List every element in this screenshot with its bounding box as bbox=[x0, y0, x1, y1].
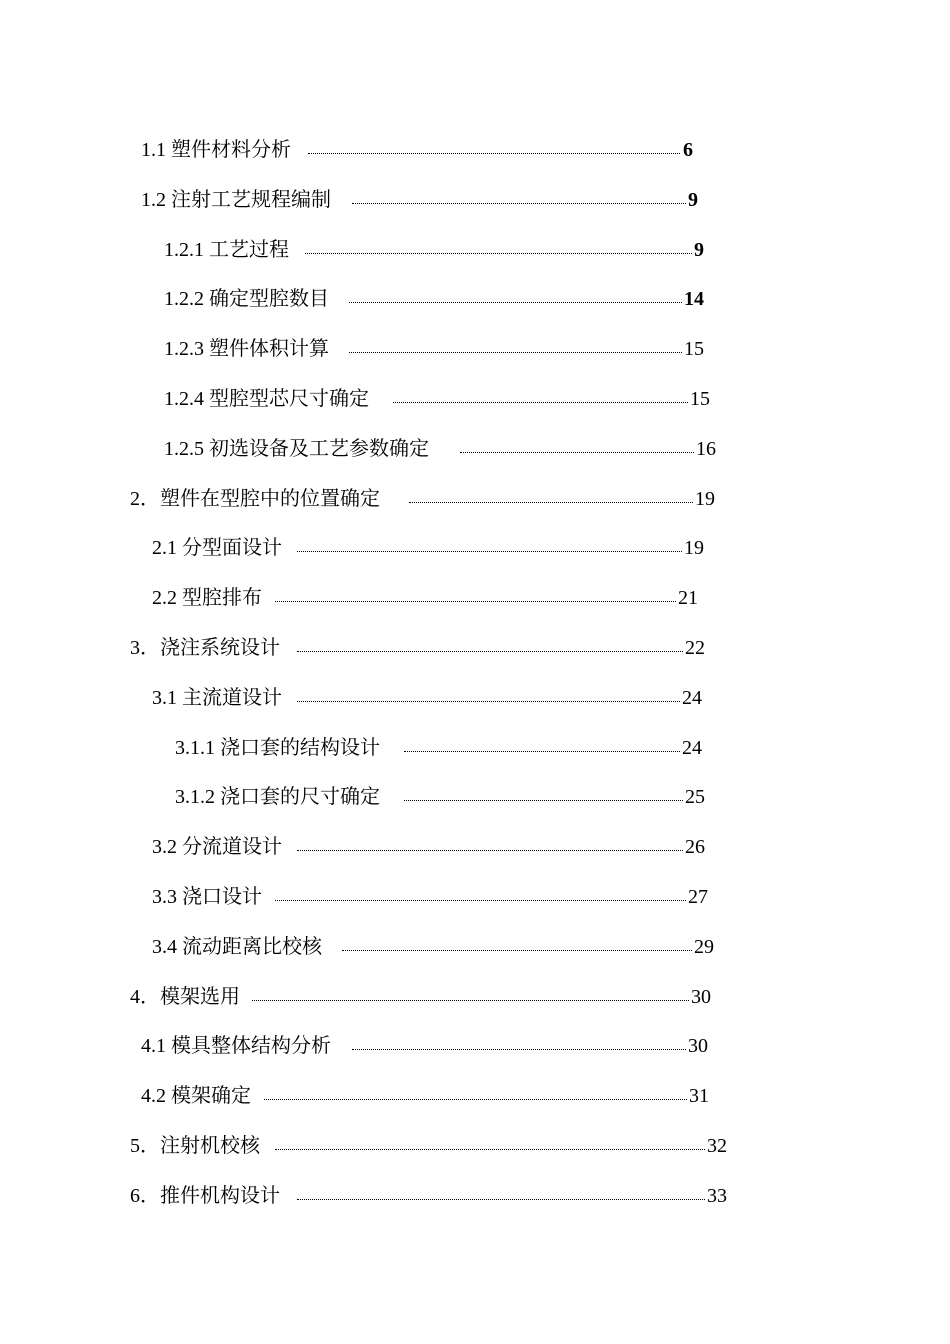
toc-page-number: 24 bbox=[682, 736, 702, 759]
toc-entry-label: 1.2.2 确定型腔数目 bbox=[164, 288, 329, 311]
dot-leader bbox=[342, 950, 692, 951]
toc-entry-label: 2．塑件在型腔中的位置确定 bbox=[130, 487, 380, 510]
toc-entry-label: 3．浇注系统设计 bbox=[130, 636, 280, 659]
table-of-contents bbox=[0, 125, 950, 1221]
toc-entry[interactable] bbox=[0, 723, 950, 773]
dot-leader bbox=[252, 1000, 689, 1001]
toc-entry-label: 4.2 模架确定 bbox=[141, 1085, 251, 1108]
toc-entry-label: 3.4 流动距离比校核 bbox=[152, 935, 322, 958]
toc-entry[interactable] bbox=[0, 972, 950, 1022]
toc-entry[interactable] bbox=[0, 374, 950, 424]
dot-leader bbox=[275, 1149, 705, 1150]
toc-page-number: 16 bbox=[696, 437, 716, 460]
toc-page-number: 30 bbox=[691, 985, 711, 1008]
dot-leader bbox=[460, 452, 694, 453]
dot-leader bbox=[349, 302, 682, 303]
toc-entry-label: 6．推件机构设计 bbox=[130, 1184, 280, 1207]
toc-entry[interactable] bbox=[0, 1021, 950, 1071]
toc-page-number: 14 bbox=[684, 288, 704, 311]
dot-leader bbox=[297, 1199, 705, 1200]
toc-page-number: 26 bbox=[685, 836, 705, 859]
toc-entry[interactable] bbox=[0, 424, 950, 474]
toc-entry-label: 1.2.1 工艺过程 bbox=[164, 238, 289, 261]
toc-entry-label: 5．注射机校核 bbox=[130, 1134, 260, 1157]
toc-page-number: 30 bbox=[688, 1035, 708, 1058]
toc-entry-label: 1.2 注射工艺规程编制 bbox=[141, 188, 331, 211]
toc-page-number: 25 bbox=[685, 786, 705, 809]
toc-entry[interactable] bbox=[0, 673, 950, 723]
toc-entry-label: 3.1 主流道设计 bbox=[152, 686, 282, 709]
dot-leader bbox=[297, 850, 683, 851]
toc-entry[interactable] bbox=[0, 125, 950, 175]
dot-leader bbox=[264, 1099, 687, 1100]
toc-entry-label: 1.2.4 型腔型芯尺寸确定 bbox=[164, 387, 369, 410]
toc-entry-label: 1.2.5 初选设备及工艺参数确定 bbox=[164, 437, 429, 460]
toc-entry-label: 4．模架选用 bbox=[130, 985, 240, 1008]
toc-entry[interactable] bbox=[0, 523, 950, 573]
toc-entry[interactable] bbox=[0, 573, 950, 623]
toc-entry[interactable] bbox=[0, 623, 950, 673]
toc-page-number: 15 bbox=[690, 387, 710, 410]
toc-entry[interactable] bbox=[0, 225, 950, 275]
toc-entry-label: 1.2.3 塑件体积计算 bbox=[164, 338, 329, 361]
toc-entry[interactable] bbox=[0, 175, 950, 225]
toc-page-number: 22 bbox=[685, 636, 705, 659]
dot-leader bbox=[409, 502, 693, 503]
dot-leader bbox=[297, 701, 680, 702]
toc-entry-label: 3.1.1 浇口套的结构设计 bbox=[175, 736, 380, 759]
toc-page-number: 29 bbox=[694, 935, 714, 958]
toc-page-number: 21 bbox=[678, 587, 698, 610]
toc-entry-label: 3.3 浇口设计 bbox=[152, 885, 262, 908]
toc-page-number: 31 bbox=[689, 1085, 709, 1108]
toc-page-number: 15 bbox=[684, 338, 704, 361]
dot-leader bbox=[305, 253, 692, 254]
toc-entry-label: 3.2 分流道设计 bbox=[152, 836, 282, 859]
toc-entry[interactable] bbox=[0, 1121, 950, 1171]
toc-entry[interactable] bbox=[0, 772, 950, 822]
toc-entry[interactable] bbox=[0, 324, 950, 374]
toc-page-number: 9 bbox=[694, 238, 704, 261]
toc-page-number: 6 bbox=[683, 139, 693, 161]
toc-page-number: 19 bbox=[684, 537, 704, 560]
dot-leader bbox=[404, 800, 683, 801]
toc-entry[interactable] bbox=[0, 822, 950, 872]
dot-leader bbox=[404, 751, 680, 752]
dot-leader bbox=[297, 551, 682, 552]
toc-entry[interactable] bbox=[0, 872, 950, 922]
toc-entry[interactable] bbox=[0, 1071, 950, 1121]
toc-entry-label: 4.1 模具整体结构分析 bbox=[141, 1035, 331, 1058]
toc-entry[interactable] bbox=[0, 274, 950, 324]
toc-entry-label: 2.2 型腔排布 bbox=[152, 587, 262, 610]
toc-page-number: 9 bbox=[688, 188, 698, 211]
toc-entry[interactable] bbox=[0, 1171, 950, 1221]
toc-entry[interactable] bbox=[0, 474, 950, 524]
dot-leader bbox=[349, 352, 682, 353]
dot-leader bbox=[352, 203, 686, 204]
dot-leader bbox=[275, 601, 676, 602]
dot-leader bbox=[393, 402, 688, 403]
toc-page-number: 24 bbox=[682, 686, 702, 709]
toc-page-number: 19 bbox=[695, 487, 715, 510]
toc-entry[interactable] bbox=[0, 922, 950, 972]
toc-page-number: 33 bbox=[707, 1184, 727, 1207]
toc-page-number: 27 bbox=[688, 885, 708, 908]
toc-page-number: 32 bbox=[707, 1134, 727, 1157]
toc-entry-label: 2.1 分型面设计 bbox=[152, 537, 282, 560]
dot-leader bbox=[275, 900, 686, 901]
dot-leader bbox=[297, 651, 683, 652]
dot-leader bbox=[308, 153, 680, 154]
dot-leader bbox=[352, 1049, 686, 1050]
toc-entry-label: 3.1.2 浇口套的尺寸确定 bbox=[175, 786, 380, 809]
toc-entry-label: 1.1 塑件材料分析 bbox=[141, 139, 291, 161]
